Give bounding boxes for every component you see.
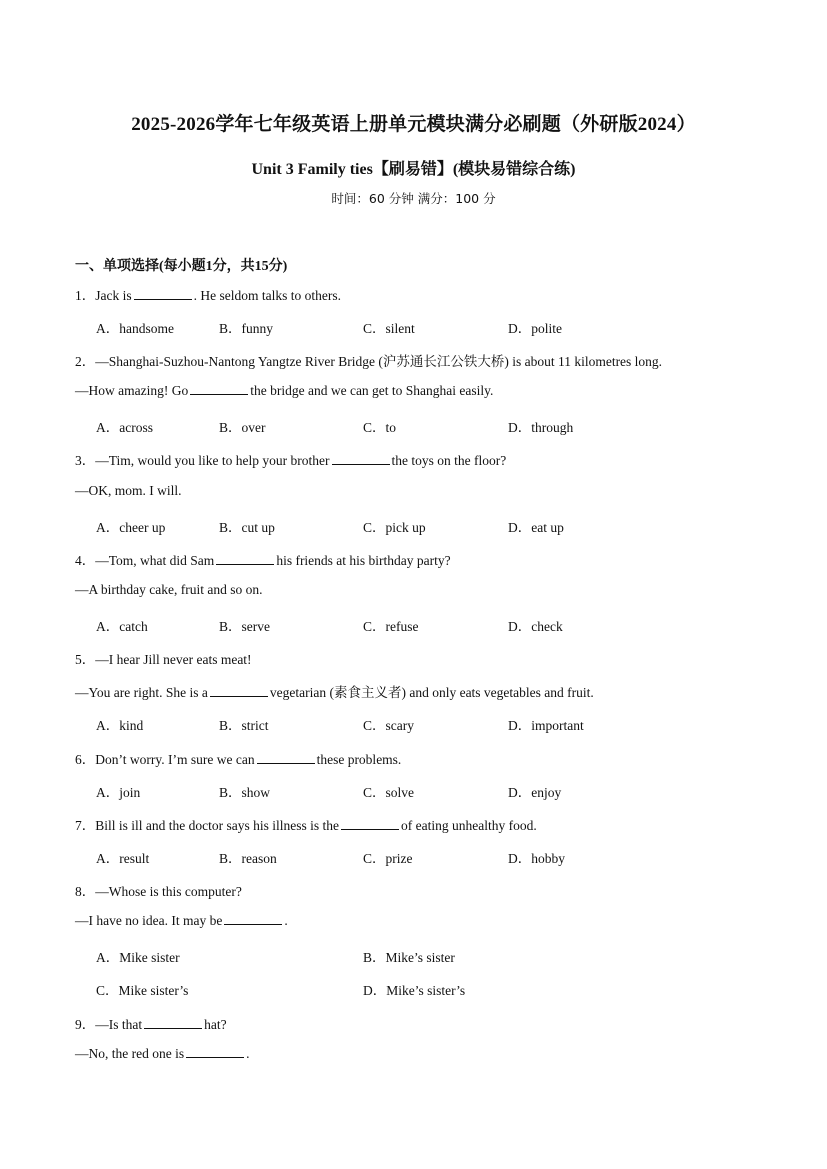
option-c[interactable]: C．prize (363, 851, 413, 866)
option-b[interactable]: B．strict (219, 718, 269, 733)
section-heading: 一、单项选择(每小题1分，共15分) (75, 259, 288, 274)
option-d[interactable]: D．through (508, 420, 574, 435)
option-c[interactable]: C．to (363, 420, 397, 435)
option-d[interactable]: D．polite (508, 321, 562, 336)
option-d[interactable]: D．hobby (508, 851, 565, 866)
exam-meta: 时间：60 分钟 满分：100 分 (331, 191, 496, 206)
answer-blank (216, 553, 274, 565)
unit-subtitle: Unit 3 Family ties【刷易错】(模块易错综合练) (251, 161, 576, 178)
answer-blank (332, 453, 390, 465)
answer-blank (190, 383, 248, 395)
option-a[interactable]: A．result (96, 851, 150, 866)
option-b[interactable]: B．reason (219, 851, 277, 866)
answer-blank (134, 288, 192, 300)
question-6-stem: 6．Don’t worry. I’m sure we can these problems. (75, 752, 402, 767)
option-d[interactable]: D．enjoy (508, 785, 562, 800)
option-c[interactable]: C．refuse (363, 619, 419, 634)
option-b[interactable]: B．cut up (219, 520, 275, 535)
question-4-stem: 4．—Tom, what did Sam his friends at his birthday party? (75, 553, 451, 568)
question-8-stem: 8．—Whose is this computer? (75, 884, 242, 899)
option-d[interactable]: D．eat up (508, 520, 564, 535)
option-c[interactable]: C．scary (363, 718, 414, 733)
question-3-line2: —OK, mom. I will. (75, 483, 182, 498)
option-b[interactable]: B．Mike’s sister (363, 950, 455, 965)
option-a[interactable]: A．kind (96, 718, 144, 733)
question-2-line2: —How amazing! Go the bridge and we can get to Shanghai easily. (75, 383, 494, 398)
answer-blank (224, 913, 282, 925)
option-b[interactable]: B．funny (219, 321, 273, 336)
answer-blank (210, 685, 268, 697)
option-b[interactable]: B．over (219, 420, 266, 435)
option-b[interactable]: B．serve (219, 619, 270, 634)
question-2-stem: 2．—Shanghai-Suzhou-Nantong Yangtze River Bridge (沪苏通长江公铁大桥) is about 11 kilometres long. (75, 354, 663, 369)
question-1-stem: 1．Jack is . He seldom talks to others. (75, 288, 341, 303)
option-a[interactable]: A．handsome (96, 321, 174, 336)
option-c[interactable]: C．pick up (363, 520, 426, 535)
answer-blank (186, 1046, 244, 1058)
option-a[interactable]: A．cheer up (96, 520, 166, 535)
answer-blank (341, 818, 399, 830)
answer-blank (257, 752, 315, 764)
option-a[interactable]: A．join (96, 785, 141, 800)
option-c[interactable]: C．solve (363, 785, 415, 800)
option-d[interactable]: D．check (508, 619, 563, 634)
option-a[interactable]: A．Mike sister (96, 950, 180, 965)
question-3-stem: 3．—Tim, would you like to help your brother the toys on the floor? (75, 453, 507, 468)
option-d[interactable]: D．Mike’s sister’s (363, 983, 466, 998)
question-8-line2: —I have no idea. It may be . (75, 913, 288, 928)
option-c[interactable]: C．silent (363, 321, 415, 336)
question-9-line2: —No, the red one is . (75, 1046, 250, 1061)
option-a[interactable]: A．across (96, 420, 153, 435)
option-d[interactable]: D．important (508, 718, 584, 733)
question-7-stem: 7．Bill is ill and the doctor says his illness is the of eating unhealthy food. (75, 818, 537, 833)
question-5-stem: 5．—I hear Jill never eats meat! (75, 652, 252, 667)
page-title: 2025-2026学年七年级英语上册单元模块满分必刷题（外研版2024） (131, 114, 696, 135)
option-a[interactable]: A．catch (96, 619, 148, 634)
option-c[interactable]: C．Mike sister’s (96, 983, 189, 998)
answer-blank (144, 1017, 202, 1029)
question-9-stem: 9．—Is that hat? (75, 1017, 227, 1032)
question-5-line2: —You are right. She is a vegetarian (素食主义者) and only eats vegetables and fruit. (75, 685, 594, 700)
option-b[interactable]: B．show (219, 785, 271, 800)
question-4-line2: —A birthday cake, fruit and so on. (75, 582, 263, 597)
